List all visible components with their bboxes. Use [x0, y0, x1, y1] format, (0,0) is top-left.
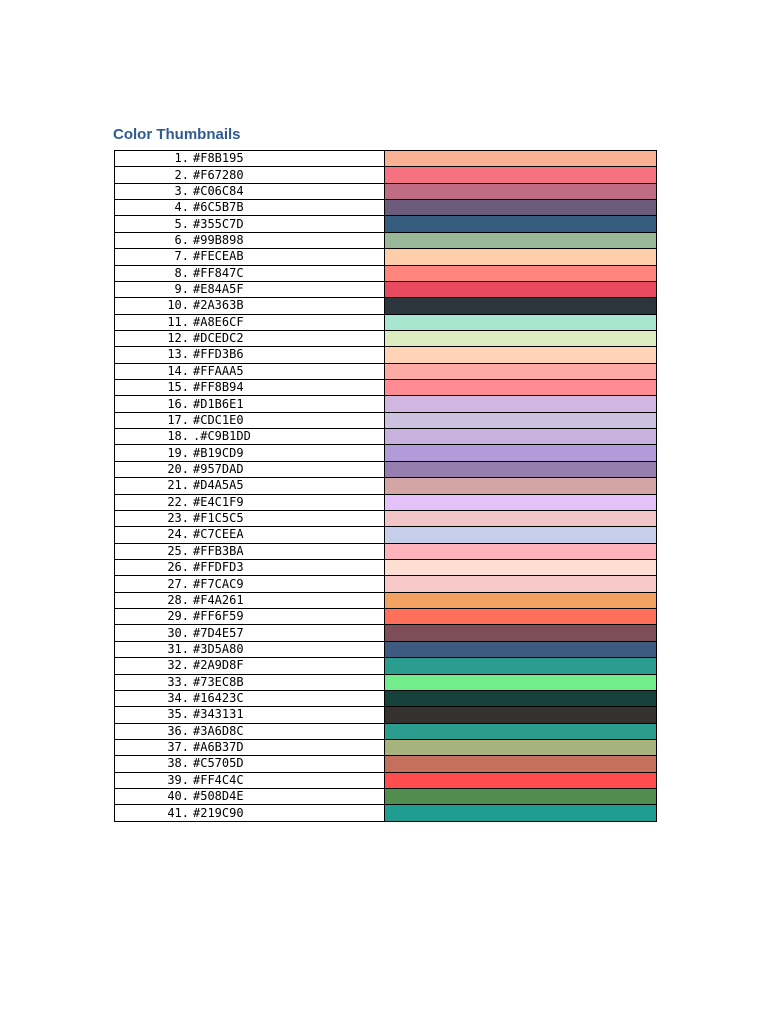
color-label-cell [115, 576, 385, 592]
color-row [115, 494, 657, 510]
color-row [115, 363, 657, 379]
color-label-cell [115, 592, 385, 608]
hex-code: #FF6F59 [193, 609, 244, 624]
row-number: 24. [167, 527, 189, 542]
color-swatch [385, 559, 657, 575]
row-number: 35. [167, 707, 189, 722]
color-row [115, 445, 657, 461]
row-number: 27. [167, 576, 189, 591]
row-number: 25. [167, 543, 189, 558]
row-number: 19. [167, 445, 189, 460]
row-number: 39. [167, 772, 189, 787]
hex-code: #B19CD9 [193, 445, 244, 460]
hex-code: #DCEDC2 [193, 331, 244, 346]
hex-code: #F8B195 [193, 151, 244, 166]
row-number: 7. [174, 249, 189, 264]
color-label-cell [115, 265, 385, 281]
color-row [115, 756, 657, 772]
color-label-cell [115, 314, 385, 330]
color-label-cell [115, 789, 385, 805]
color-row [115, 314, 657, 330]
color-swatch [385, 298, 657, 314]
color-label-cell [115, 527, 385, 543]
row-number: 33. [167, 674, 189, 689]
color-swatch [385, 281, 657, 297]
hex-code: #957DAD [193, 462, 244, 476]
color-swatch [385, 249, 657, 265]
row-number: 28. [167, 592, 189, 607]
hex-code: #FF4C4C [193, 772, 244, 787]
row-number: 10. [167, 298, 189, 313]
color-swatch [385, 690, 657, 706]
color-label-cell [115, 216, 385, 232]
hex-code: #E4C1F9 [193, 494, 244, 509]
color-label-cell [115, 249, 385, 265]
color-row [115, 265, 657, 281]
color-label-cell [115, 559, 385, 575]
color-label-cell [115, 298, 385, 314]
color-swatch [385, 330, 657, 346]
color-swatch [385, 805, 657, 821]
hex-code: #F4A261 [193, 592, 244, 607]
hex-code: .#C9B1DD [193, 429, 251, 444]
color-swatch [385, 739, 657, 755]
color-row [115, 625, 657, 641]
color-row [115, 330, 657, 346]
row-number: 29. [167, 609, 189, 624]
color-row [115, 298, 657, 314]
color-swatch [385, 658, 657, 674]
color-swatch [385, 151, 657, 167]
color-swatch [385, 412, 657, 428]
hex-code: #3A6D8C [193, 723, 244, 738]
color-swatch [385, 445, 657, 461]
row-number: 34. [167, 691, 189, 706]
color-label-cell [115, 429, 385, 445]
hex-code: #FF8B94 [193, 380, 244, 395]
color-label-cell [115, 625, 385, 641]
row-number: 31. [167, 641, 189, 656]
color-row [115, 183, 657, 199]
hex-code: #E84A5F [193, 282, 244, 297]
hex-code: #D4A5A5 [193, 478, 244, 493]
row-number: 14. [167, 363, 189, 378]
hex-code: #2A363B [193, 298, 244, 313]
row-number: 6. [174, 232, 189, 247]
hex-code: #F67280 [193, 167, 244, 182]
color-row [115, 805, 657, 821]
color-label-cell [115, 674, 385, 690]
color-swatch [385, 183, 657, 199]
row-number: 18. [167, 429, 189, 444]
color-label-cell [115, 641, 385, 657]
hex-code: #FFAAA5 [193, 363, 244, 378]
color-label-cell [115, 756, 385, 772]
color-swatch [385, 200, 657, 216]
color-label-cell [115, 412, 385, 428]
color-label-cell [115, 805, 385, 821]
hex-code: #16423C [193, 691, 244, 706]
color-label-cell [115, 543, 385, 559]
color-label-cell [115, 723, 385, 739]
color-swatch [385, 232, 657, 248]
row-number: 26. [167, 560, 189, 575]
color-row [115, 412, 657, 428]
color-swatch [385, 478, 657, 494]
row-number: 32. [167, 658, 189, 673]
hex-code: #2A9D8F [193, 658, 244, 673]
color-row [115, 281, 657, 297]
color-label-cell [115, 281, 385, 297]
color-row [115, 543, 657, 559]
color-label-cell [115, 396, 385, 412]
color-row [115, 347, 657, 363]
hex-code: #508D4E [193, 789, 244, 804]
color-swatch [385, 216, 657, 232]
color-row [115, 707, 657, 723]
hex-code: #FECEAB [193, 249, 244, 264]
color-row [115, 380, 657, 396]
color-swatch [385, 461, 657, 477]
color-swatch [385, 429, 657, 445]
hex-code: #3D5A80 [193, 641, 244, 656]
color-label-cell [115, 478, 385, 494]
color-row [115, 249, 657, 265]
row-number: 23. [167, 511, 189, 526]
hex-code: #73EC8B [193, 674, 244, 689]
hex-code: #6C5B7B [193, 200, 244, 215]
row-number: 4. [174, 200, 189, 215]
color-label-cell [115, 739, 385, 755]
color-row [115, 232, 657, 248]
color-table-body [115, 151, 657, 822]
color-row [115, 167, 657, 183]
hex-code: #FFB3BA [193, 543, 244, 558]
hex-code: #99B898 [193, 232, 244, 247]
hex-code: #C7CEEA [193, 527, 244, 542]
row-number: 21. [167, 478, 189, 493]
color-label-cell [115, 707, 385, 723]
color-row [115, 396, 657, 412]
color-swatch [385, 576, 657, 592]
color-swatch [385, 723, 657, 739]
color-row [115, 527, 657, 543]
color-swatch [385, 510, 657, 526]
color-label-cell [115, 183, 385, 199]
row-number: 30. [167, 625, 189, 640]
hex-code: #A6B37D [193, 740, 244, 755]
row-number: 37. [167, 740, 189, 755]
row-number: 20. [167, 462, 189, 476]
color-label-cell [115, 772, 385, 788]
hex-code: #7D4E57 [193, 625, 244, 640]
color-swatch [385, 592, 657, 608]
hex-code: #219C90 [193, 805, 244, 820]
color-swatch [385, 674, 657, 690]
color-row [115, 658, 657, 674]
color-swatch [385, 494, 657, 510]
color-row [115, 576, 657, 592]
color-row [115, 216, 657, 232]
hex-code: #FFDFD3 [193, 560, 244, 575]
color-row [115, 772, 657, 788]
hex-code: #FFD3B6 [193, 347, 244, 362]
color-swatch [385, 396, 657, 412]
color-swatch [385, 707, 657, 723]
color-label-cell [115, 461, 385, 477]
color-swatch [385, 347, 657, 363]
color-row [115, 559, 657, 575]
color-swatch [385, 380, 657, 396]
color-label-cell [115, 151, 385, 167]
color-label-cell [115, 690, 385, 706]
color-swatch [385, 314, 657, 330]
hex-code: #CDC1E0 [193, 412, 244, 427]
color-swatch [385, 756, 657, 772]
color-row [115, 739, 657, 755]
color-label-cell [115, 445, 385, 461]
row-number: 8. [174, 265, 189, 280]
color-row [115, 592, 657, 608]
color-swatch [385, 527, 657, 543]
color-label-cell [115, 494, 385, 510]
row-number: 41. [167, 805, 189, 820]
hex-code: #F1C5C5 [193, 511, 244, 526]
row-number: 12. [167, 331, 189, 346]
color-label-cell [115, 658, 385, 674]
color-row [115, 641, 657, 657]
color-label-cell [115, 330, 385, 346]
color-row [115, 200, 657, 216]
color-table [114, 150, 657, 822]
document-title: Color Thumbnails [113, 126, 241, 143]
row-number: 11. [167, 314, 189, 329]
color-row [115, 789, 657, 805]
color-row [115, 674, 657, 690]
row-number: 13. [167, 347, 189, 362]
color-swatch [385, 167, 657, 183]
row-number: 38. [167, 756, 189, 771]
color-row [115, 478, 657, 494]
color-label-cell [115, 200, 385, 216]
row-number: 3. [174, 183, 189, 198]
color-swatch [385, 265, 657, 281]
color-swatch [385, 625, 657, 641]
color-row [115, 609, 657, 625]
row-number: 36. [167, 723, 189, 738]
color-swatch [385, 789, 657, 805]
color-swatch [385, 609, 657, 625]
color-label-cell [115, 347, 385, 363]
color-label-cell [115, 380, 385, 396]
row-number: 9. [174, 282, 189, 297]
color-swatch [385, 363, 657, 379]
hex-code: #D1B6E1 [193, 396, 244, 411]
hex-code: #C06C84 [193, 183, 244, 198]
hex-code: #355C7D [193, 216, 244, 231]
color-label-cell [115, 363, 385, 379]
color-row [115, 690, 657, 706]
color-label-cell [115, 609, 385, 625]
hex-code: #A8E6CF [193, 314, 244, 329]
color-label-cell [115, 167, 385, 183]
hex-code: #C5705D [193, 756, 244, 771]
color-row [115, 461, 657, 477]
row-number: 22. [167, 494, 189, 509]
color-row [115, 723, 657, 739]
row-number: 17. [167, 412, 189, 427]
hex-code: #343131 [193, 707, 244, 722]
color-row [115, 510, 657, 526]
row-number: 40. [167, 789, 189, 804]
row-number: 16. [167, 396, 189, 411]
hex-code: #F7CAC9 [193, 576, 244, 591]
color-row [115, 151, 657, 167]
color-swatch [385, 543, 657, 559]
row-number: 1. [174, 151, 189, 166]
color-label-cell [115, 510, 385, 526]
color-swatch [385, 641, 657, 657]
row-number: 15. [167, 380, 189, 395]
color-swatch [385, 772, 657, 788]
row-number: 5. [174, 216, 189, 231]
row-number: 2. [174, 167, 189, 182]
hex-code: #FF847C [193, 265, 244, 280]
color-row [115, 429, 657, 445]
color-label-cell [115, 232, 385, 248]
